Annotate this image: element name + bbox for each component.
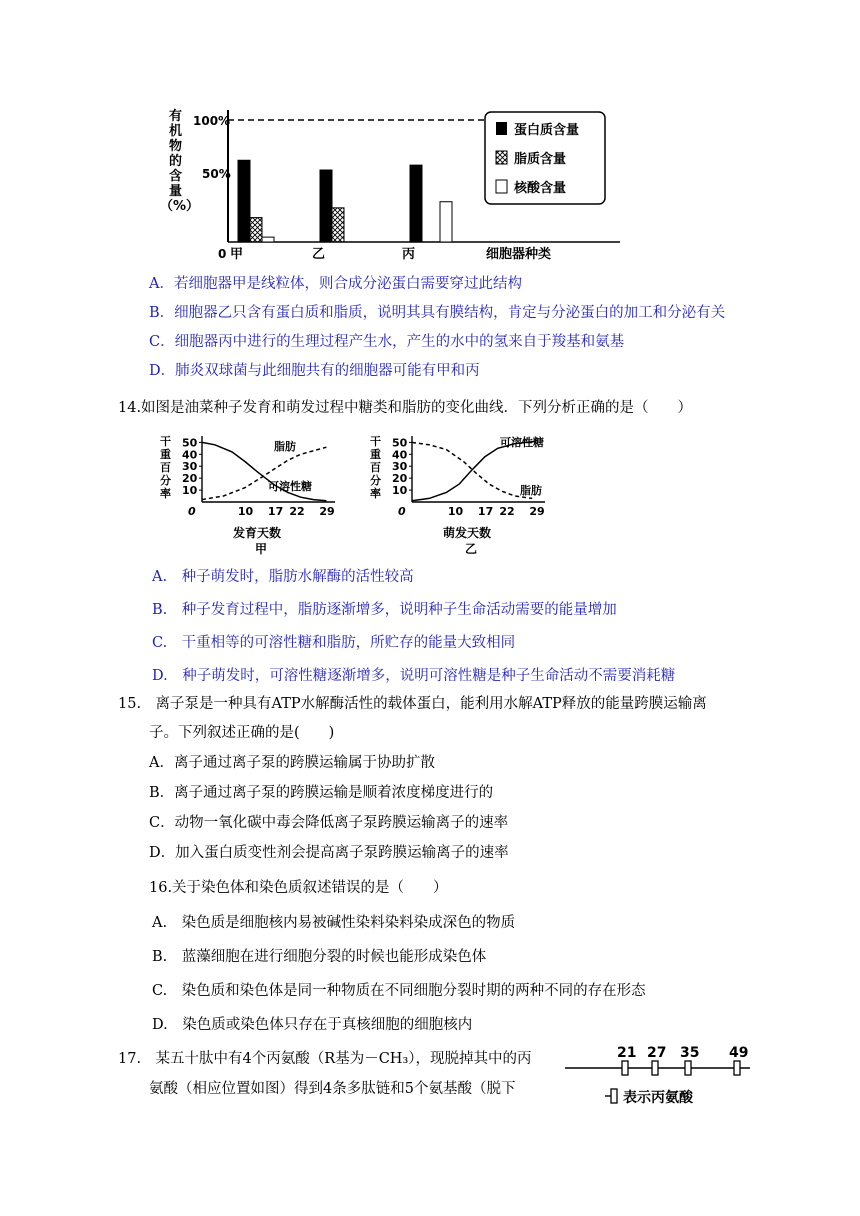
q13-option-c: C．细胞器丙中进行的生理过程产生水，产生的水中的氢来自于羧基和氨基 [149, 334, 625, 350]
bar-乙-1 [332, 208, 344, 242]
alanine-legend [605, 1089, 694, 1106]
alanine-mark-35 [685, 1061, 691, 1075]
x-axis-label: 细胞器种类 [486, 247, 552, 262]
y-label-char: 的 [169, 154, 183, 169]
q13-option-a: A．若细胞器甲是线粒体，则合成分泌蛋白需要穿过此结构 [149, 276, 522, 292]
y-tick-label: 10 [182, 484, 198, 498]
alanine-mark-27 [652, 1061, 658, 1075]
chart-legend [485, 112, 605, 204]
q13-option-d: D．肺炎双球菌与此细胞共有的细胞器可能有甲和丙 [149, 363, 480, 379]
q15-option-d: D．加入蛋白质变性剂会提高离子泵跨膜运输离子的速率 [149, 845, 509, 861]
q15-option-a: A．离子通过离子泵的跨膜运输属于协助扩散 [149, 755, 435, 771]
panel-label: 甲 [255, 542, 268, 556]
alanine-mark-49 [734, 1061, 740, 1075]
legend-lipid: 脂质含量 [514, 152, 567, 167]
x-tick-label: 29 [319, 505, 335, 518]
y-label-char: 有 [169, 109, 183, 124]
x-tick-label: 0 [188, 505, 196, 518]
y-label-char: 分 [370, 474, 381, 487]
y-label-char: 量 [169, 184, 183, 199]
panel-label: 乙 [465, 542, 478, 556]
origin-label: 0 [218, 247, 227, 261]
q17-stem-line2: 氨酸（相应位置如图）得到4条多肽链和5个氨基酸（脱下 [149, 1081, 516, 1097]
y-label-char: 率 [370, 487, 381, 500]
series-label-可溶性糖: 可溶性糖 [268, 480, 312, 493]
y-tick-100: 100% [193, 114, 231, 128]
x-axis-label: 发育天数 [233, 526, 282, 540]
q14-option-b: B. 种子发育过程中，脂肪逐渐增多，说明种子生命活动需要的能量增加 [152, 602, 617, 618]
q15-option-c: C．动物一氧化碳中毒会降低离子泵跨膜运输离子的速率 [149, 815, 509, 831]
q15-option-b: B．离子通过离子泵的跨膜运输是顺着浓度梯度进行的 [149, 785, 494, 801]
q16-stem: 16.关于染色体和染色质叙述错误的是（ ） [149, 880, 448, 896]
y-label-char: 分 [160, 474, 171, 487]
y-label-char: 重 [370, 448, 381, 461]
x-tick-label: 22 [289, 505, 305, 518]
q16-option-c: C. 染色质和染色体是同一种物质在不同细胞分裂时期的两种不同的存在形态 [152, 983, 646, 999]
x-tick-label: 17 [267, 505, 284, 518]
x-axis-label: 萌发天数 [443, 526, 492, 540]
q14-option-a: A. 种子萌发时，脂肪水解酶的活性较高 [152, 569, 414, 585]
y-tick-50: 50% [202, 167, 231, 181]
q17-stem-line1: 17. 某五十肽中有4个丙氨酸（R基为－CH₃），现脱掉其中的丙 [118, 1051, 532, 1067]
bar-甲-1 [250, 218, 262, 242]
y-label-char: 百 [370, 461, 381, 474]
y-label-char: 机 [169, 124, 183, 139]
q14-option-d: D. 种子萌发时，可溶性糖逐渐增多，说明可溶性糖是种子生命活动不需要消耗糖 [152, 668, 676, 684]
y-tick-label: 30 [182, 460, 198, 474]
alanine-position-35: 35 [680, 1045, 700, 1061]
y-label-char: 物 [169, 139, 183, 154]
y-tick-label: 20 [392, 472, 408, 486]
q14-stem: 14.如图是油菜种子发育和萌发过程中糖类和脂肪的变化曲线．下列分析正确的是（ ） [118, 400, 693, 416]
legend-protein: 蛋白质含量 [514, 123, 580, 138]
x-tick-label: 29 [529, 505, 545, 518]
bar-甲-2 [262, 237, 274, 242]
bar-甲-0 [238, 160, 250, 242]
bar-丙-2 [440, 202, 452, 242]
q16-option-b: B. 蓝藻细胞在进行细胞分裂的时候也能形成染色体 [152, 949, 487, 965]
series-label-脂肪: 脂肪 [520, 484, 542, 497]
bar-丙-0 [410, 165, 422, 242]
legend-swatch-nucleic [496, 180, 507, 193]
q15-stem-line2: 子。下列叙述正确的是( ) [149, 725, 335, 741]
alanine-position-21: 21 [617, 1045, 637, 1061]
organelle-content-bar-chart [150, 100, 620, 270]
category-label-丙: 丙 [402, 247, 416, 262]
q16-option-a: A. 染色质是细胞核内易被碱性染料染料染成深色的物质 [152, 915, 516, 931]
y-label-char: 重 [160, 448, 171, 461]
y-label-char: 含 [169, 169, 183, 184]
bar-乙-0 [320, 170, 332, 242]
alanine-mark-21 [622, 1061, 628, 1075]
q16-option-d: D. 染色质或染色体只存在于真核细胞的细胞核内 [152, 1017, 473, 1033]
y-label-char: 干 [370, 435, 381, 448]
y-tick-label: 30 [392, 460, 408, 474]
x-tick-label: 22 [499, 505, 515, 518]
y-tick-label: 40 [182, 448, 198, 462]
q14-option-c: C. 干重相等的可溶性糖和脂肪，所贮存的能量大致相同 [152, 635, 516, 651]
y-tick-label: 40 [392, 448, 408, 462]
legend-swatch-protein [496, 122, 507, 135]
x-tick-label: 17 [477, 505, 494, 518]
q13-option-b: B．细胞器乙只含有蛋白质和脂质，说明其具有膜结构，肯定与分泌蛋白的加工和分泌有关 [149, 305, 726, 321]
seed-development-line-charts [150, 430, 570, 565]
q15-stem-line1: 15. 离子泵是一种具有ATP水解酶活性的载体蛋白，能利用水解ATP释放的能量跨膜运输离 [118, 696, 707, 712]
y-label-char: 干 [160, 435, 171, 448]
x-tick-label: 0 [398, 505, 406, 518]
peptide-chain-diagram [565, 1040, 755, 1112]
y-label-char: 百 [160, 461, 171, 474]
legend-nucleic: 核酸含量 [514, 181, 567, 196]
alanine-legend-symbol [611, 1089, 617, 1103]
alanine-legend-text: 表示丙氨酸 [623, 1090, 693, 1106]
y-label-char: 率 [160, 487, 171, 500]
x-tick-label: 10 [237, 505, 254, 518]
y-tick-label: 50 [182, 436, 198, 450]
category-label-乙: 乙 [312, 247, 326, 262]
alanine-position-27: 27 [647, 1045, 667, 1061]
x-tick-label: 10 [447, 505, 464, 518]
alanine-position-49: 49 [729, 1045, 749, 1061]
series-label-可溶性糖: 可溶性糖 [500, 436, 544, 449]
category-label-甲: 甲 [230, 247, 244, 262]
legend-swatch-lipid [496, 151, 507, 164]
y-tick-label: 20 [182, 472, 198, 486]
y-tick-label: 10 [392, 484, 408, 498]
y-tick-label: 50 [392, 436, 408, 450]
series-label-脂肪: 脂肪 [274, 440, 296, 453]
y-label-char: （%） [160, 199, 200, 214]
